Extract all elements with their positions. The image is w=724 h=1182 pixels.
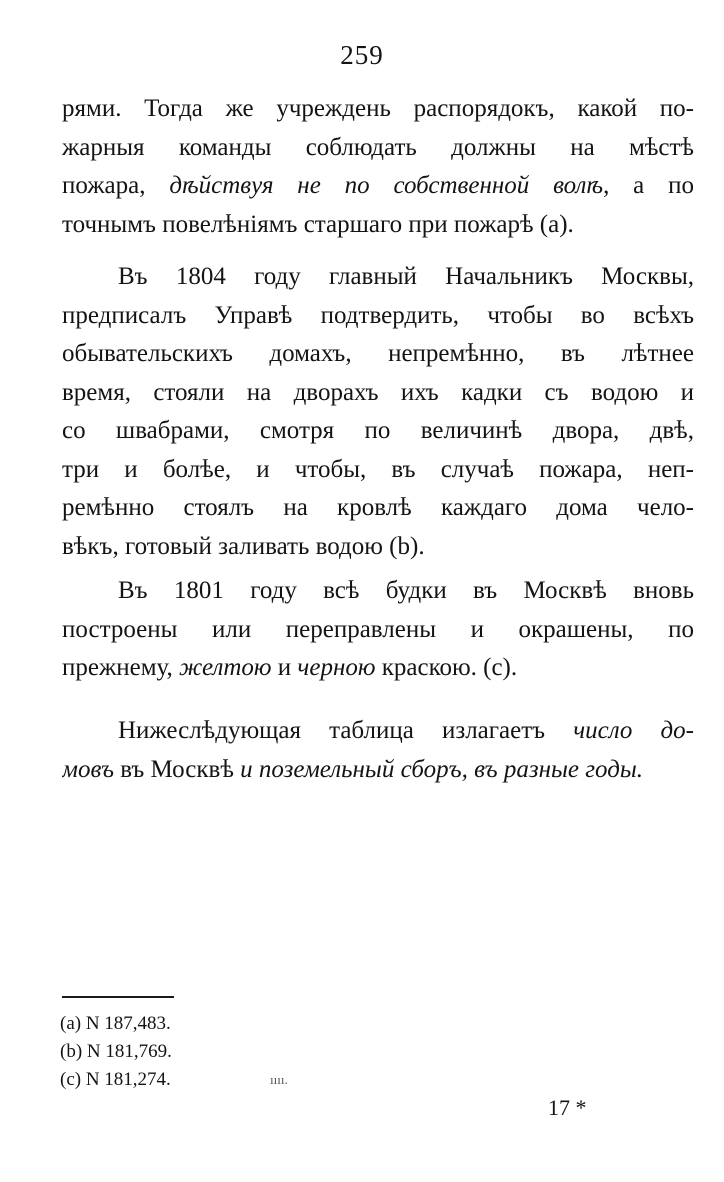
text-line (62, 451, 694, 490)
text-run: пожара, (62, 172, 170, 199)
text-line (62, 611, 694, 650)
text-run: построены или переправлены и окрашены, по (62, 615, 694, 643)
text-run: краскою. (с). (375, 654, 518, 681)
text-line (62, 335, 694, 374)
text-run: точнымъ повелѣніямъ старшаго при пожарѣ (а). (62, 210, 574, 238)
text-line (62, 258, 694, 297)
italic-run: желтою (179, 654, 272, 681)
text-line (62, 751, 694, 790)
text-line (62, 572, 694, 611)
text-line (62, 167, 694, 206)
text-run: Нижеслѣдующая таблица излагаетъ (118, 717, 574, 744)
text-run: предписалъ Управѣ подтвердить, чтобы во всѣхъ (62, 301, 694, 329)
text-run: со швабрами, смотря по величинѣ двора, двѣ, (62, 417, 694, 444)
text-line (62, 206, 694, 245)
paragraph-1801-booths (62, 572, 694, 688)
italic-run: мовъ (62, 755, 114, 783)
text-line (62, 712, 694, 751)
signature-mark: 17 * (548, 1095, 587, 1120)
footnote-a: (a) N 187,483. (60, 1013, 171, 1034)
text-line (62, 90, 694, 129)
footnote-c: (c) N 181,274. (60, 1069, 171, 1090)
text-run: прежнему, (62, 654, 180, 681)
text-run: жарныя команды соблюдать должны на мѣстѣ (62, 133, 694, 161)
footnote-b: (b) N 181,769. (60, 1041, 172, 1062)
text-run: , а по (603, 172, 694, 199)
italic-run: и поземельный сборъ, въ разные годы. (240, 755, 644, 783)
text-run: и (271, 654, 298, 681)
text-run: Въ 1804 году главный Начальникъ Москвы, (118, 263, 694, 290)
paragraph-fire-order (62, 90, 694, 244)
footnote-divider (62, 996, 174, 998)
text-line (62, 129, 694, 168)
text-line (62, 412, 694, 451)
text-run: рями. Тогда же учреждень распорядокъ, какой по- (62, 95, 694, 122)
text-line (62, 374, 694, 413)
text-line (62, 297, 694, 336)
text-run: время, стояли на дворахъ ихъ кадки съ водою и (62, 378, 694, 406)
italic-run: дѣйствуя не по собственной волѣ (169, 172, 604, 199)
paragraph-1804-decree (62, 258, 694, 566)
italic-run: число до- (573, 717, 694, 744)
footnotes (60, 1010, 360, 1094)
text-run: въ Москвѣ (113, 755, 241, 783)
text-run: ремѣнно стоялъ на кровлѣ каждаго дома чело- (62, 494, 694, 521)
stray-marks: ıııı. (270, 1072, 288, 1087)
paragraph-table-intro (62, 712, 694, 789)
text-run: Въ 1801 году всѣ будки въ Москвѣ вновь (118, 577, 694, 604)
text-run: вѣкъ, готовый заливать водою (b). (62, 532, 425, 560)
text-line (62, 649, 694, 688)
text-line (62, 489, 694, 528)
text-run: три и болѣе, и чтобы, въ случаѣ пожара, неп- (62, 455, 694, 483)
page-number: 259 (340, 40, 384, 70)
text-line (62, 528, 694, 567)
text-run: обывательскихъ домахъ, непремѣнно, въ лѣтнее (62, 340, 694, 367)
italic-run: черною (297, 654, 376, 681)
